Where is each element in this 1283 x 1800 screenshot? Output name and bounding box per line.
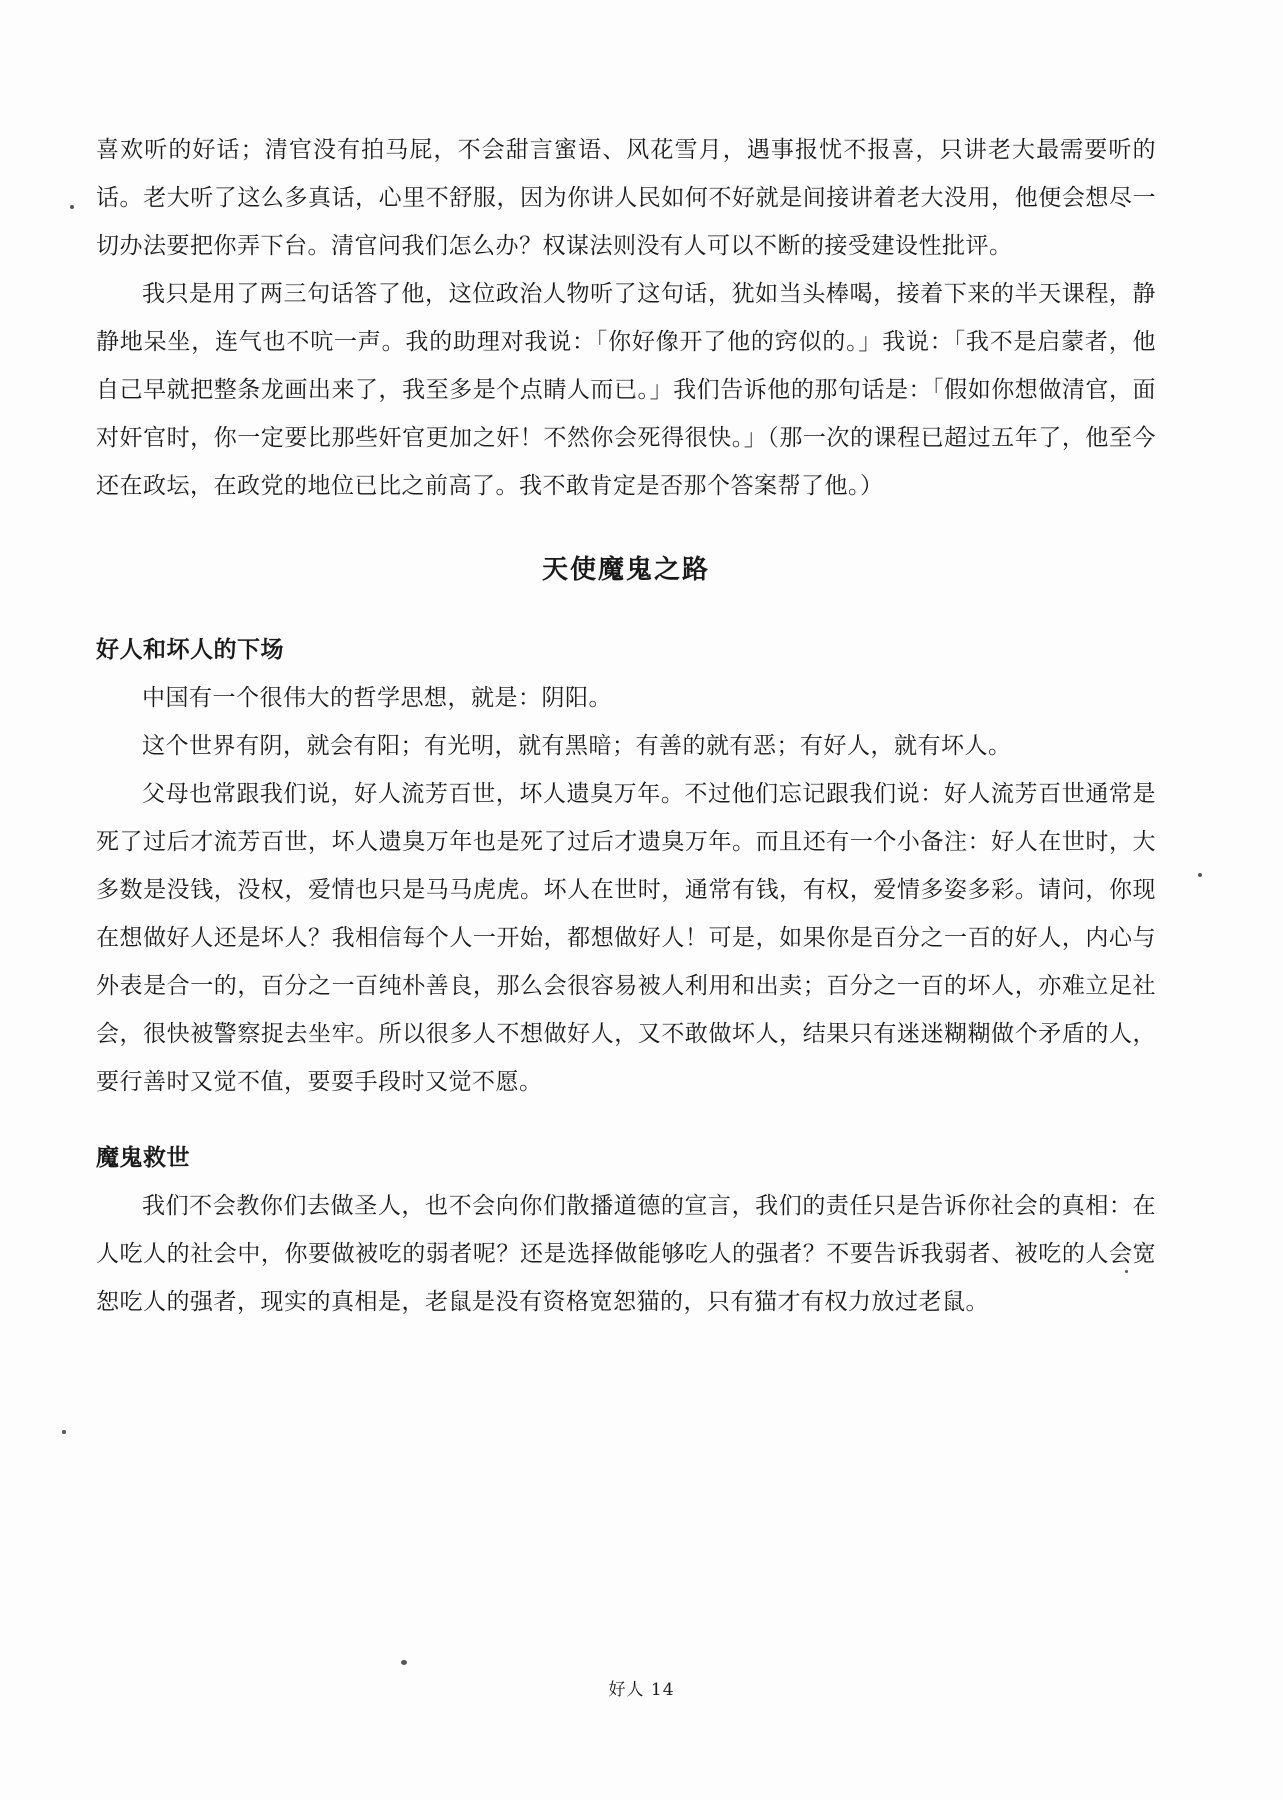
scan-speck	[1198, 873, 1202, 877]
scan-speck	[70, 205, 74, 209]
subsection-heading: 好人和坏人的下场	[96, 636, 284, 663]
page-footer: 好人 14	[608, 1680, 675, 1700]
subsection-heading: 魔鬼救世	[96, 1144, 190, 1171]
body-paragraph: 我只是用了两三句话答了他，这位政治人物听了这句话，犹如当头棒喝，接着下来的半天课程，静静地呆坐，连气也不吭一声。我的助理对我说：「你好像开了他的窍似的。」我说：「我不是启蒙者，他自己早就把整条龙画出来了，我至多是个点睛人而已。」我们告诉他的那句话是：「假如你想做清官，面对奸官时，你一定要比那些奸官更加之奸！不然你会死得很快。」（那一次的课程已超过五年了，他至今还在政坛，在政党的地位已比之前高了。我不敢肯定是否那个答案帮了他。）	[96, 281, 1156, 499]
body-paragraph: 我们不会教你们去做圣人，也不会向你们散播道德的宣言，我们的责任只是告诉你社会的真相：在人吃人的社会中，你要做被吃的弱者呢？还是选择做能够吃人的强者？不要告诉我弱者、被吃的人会宽恕吃人的强者，现实的真相是，老鼠是没有资格宽恕猫的，只有猫才有权力放过老鼠。	[96, 1193, 1156, 1315]
body-paragraph: 父母也常跟我们说，好人流芳百世，坏人遗臭万年。不过他们忘记跟我们说：好人流芳百世通常是死了过后才流芳百世，坏人遗臭万年也是死了过后才遗臭万年。而且还有一个小备注：好人在世时，大多数是没钱，没权，爱情也只是马马虎虎。坏人在世时，通常有钱，有权，爱情多姿多彩。请问，你现在想做好人还是坏人？我相信每个人一开始，都想做好人！可是，如果你是百分之一百的好人，内心与外表是合一的，百分之一百纯朴善良，那么会很容易被人利用和出卖；百分之一百的坏人，亦难立足社会，很快被警察捉去坐牢。所以很多人不想做好人，又不敢做坏人，结果只有迷迷糊糊做个矛盾的人，要行善时又觉不值，要耍手段时又觉不愿。	[96, 781, 1156, 1095]
body-paragraph: 这个世界有阴，就会有阳；有光明，就有黑暗；有善的就有恶；有好人，就有坏人。	[142, 733, 1012, 759]
body-paragraph: 喜欢听的好话；清官没有拍马屁，不会甜言蜜语、风花雪月，遇事报忧不报喜，只讲老大最需要听的话。老大听了这么多真话，心里不舒服，因为你讲人民如何不好就是间接讲着老大没用，他便会想尽一切办法要把你弄下台。清官问我们怎么办？权谋法则没有人可以不断的接受建设性批评。	[96, 137, 1156, 259]
scan-speck	[62, 1430, 66, 1434]
page-body	[96, 126, 1156, 1326]
body-paragraph: 中国有一个很伟大的哲学思想，就是：阴阳。	[142, 685, 612, 711]
scan-speck	[401, 1660, 407, 1665]
section-title: 天使魔鬼之路	[541, 555, 710, 585]
spacer	[96, 1106, 1156, 1134]
